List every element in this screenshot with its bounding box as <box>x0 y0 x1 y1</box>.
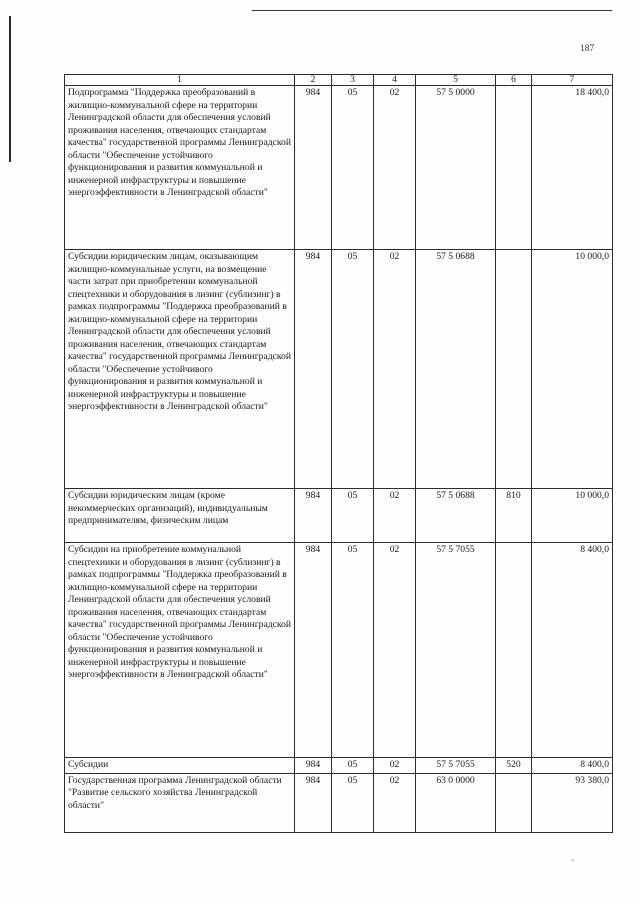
row-target-article: 57 5 7055 <box>416 543 496 758</box>
header-col-2: 2 <box>295 75 332 86</box>
row-expense-type <box>496 543 532 758</box>
row-section-code: 05 <box>332 489 374 543</box>
page-number: 187 <box>580 44 595 54</box>
table-row <box>65 489 613 543</box>
row-name: Субсидии <box>65 758 295 774</box>
row-amount: 8 400,0 <box>532 543 613 758</box>
row-target-article: 63 0 0000 <box>416 773 496 832</box>
row-section-code: 05 <box>332 758 374 774</box>
table-row <box>65 250 613 489</box>
row-subsection-code: 02 <box>374 86 416 250</box>
row-section-code: 05 <box>332 543 374 758</box>
table-row <box>65 773 613 832</box>
row-subsection-code: 02 <box>374 489 416 543</box>
row-name: Подпрограмма "Поддержка преобразований в жилищно-коммунальной сфере на территории Ленинградской области для обеспечения условий проживания населения, отвечающих стандартам качества" государственной программы Ленинградской области "Обеспечение устойчивого функционирования и развития коммунальной и инженерной инфраструктуры и повышение энергоэффективности в Ленинградской области" <box>65 86 295 250</box>
row-amount: 10 000,0 <box>532 489 613 543</box>
row-name: Субсидии юридическим лицам (кроме некоммерческих организаций), индивидуальным предпринимателям, физическим лицам <box>65 489 295 543</box>
row-subsection-code: 02 <box>374 250 416 489</box>
row-ministry-code: 984 <box>295 758 332 774</box>
header-col-1: 1 <box>65 75 295 86</box>
row-ministry-code: 984 <box>295 773 332 832</box>
table-row <box>65 758 613 774</box>
row-amount: 18 400,0 <box>532 86 613 250</box>
header-col-5: 5 <box>416 75 496 86</box>
row-ministry-code: 984 <box>295 250 332 489</box>
header-col-4: 4 <box>374 75 416 86</box>
top-rule <box>252 10 612 11</box>
row-section-code: 05 <box>332 250 374 489</box>
header-col-7: 7 <box>532 75 613 86</box>
row-expense-type: 810 <box>496 489 532 543</box>
header-col-6: 6 <box>496 75 532 86</box>
row-expense-type <box>496 250 532 489</box>
row-amount: 8 400,0 <box>532 758 613 774</box>
budget-table <box>64 74 613 833</box>
row-subsection-code: 02 <box>374 543 416 758</box>
row-target-article: 57 5 0688 <box>416 250 496 489</box>
table-row <box>65 543 613 758</box>
table-header-row <box>65 75 613 86</box>
corner-scan-mark: " <box>571 858 575 867</box>
row-subsection-code: 02 <box>374 773 416 832</box>
row-target-article: 57 5 0688 <box>416 489 496 543</box>
row-name: Государственная программа Ленинградской области "Развитие сельского хозяйства Ленинградской области" <box>65 773 295 832</box>
row-name: Субсидии на приобретение коммунальной спецтехники и оборудования в лизинг (сублизинг) в рамках подпрограммы "Поддержка преобразований в жилищно-коммунальной сфере на территории Ленинградской области для обеспечения условий проживания населения, отвечающих стандартам качества" государственной программы Ленинградской области "Обеспечение устойчивого функционирования и развития коммунальной и инженерной инфраструктуры и повышение энергоэффективности в Ленинградской области" <box>65 543 295 758</box>
row-ministry-code: 984 <box>295 86 332 250</box>
table-row <box>65 86 613 250</box>
row-ministry-code: 984 <box>295 489 332 543</box>
row-amount: 93 380,0 <box>532 773 613 832</box>
row-section-code: 05 <box>332 86 374 250</box>
row-expense-type <box>496 86 532 250</box>
row-section-code: 05 <box>332 773 374 832</box>
row-amount: 10 000,0 <box>532 250 613 489</box>
row-name: Субсидии юридическим лицам, оказывающим жилищно-коммунальные услуги, на возмещение части затрат при приобретении коммунальной спецтехники и оборудования в лизинг (сублизинг) в рамках подпрограммы "Поддержка преобразований в жилищно-коммунальной сфере на территории Ленинградской области для обеспечения условий проживания населения, отвечающих стандартам качества" государственной программы Ленинградской области "Обеспечение устойчивого функционирования и развития коммунальной и инженерной инфраструктуры и повышение энергоэффективности в Ленинградской области" <box>65 250 295 489</box>
row-target-article: 57 5 0000 <box>416 86 496 250</box>
row-ministry-code: 984 <box>295 543 332 758</box>
header-col-3: 3 <box>332 75 374 86</box>
row-expense-type: 520 <box>496 758 532 774</box>
left-margin-rule <box>9 16 11 162</box>
row-subsection-code: 02 <box>374 758 416 774</box>
row-target-article: 57 5 7055 <box>416 758 496 774</box>
row-expense-type <box>496 773 532 832</box>
